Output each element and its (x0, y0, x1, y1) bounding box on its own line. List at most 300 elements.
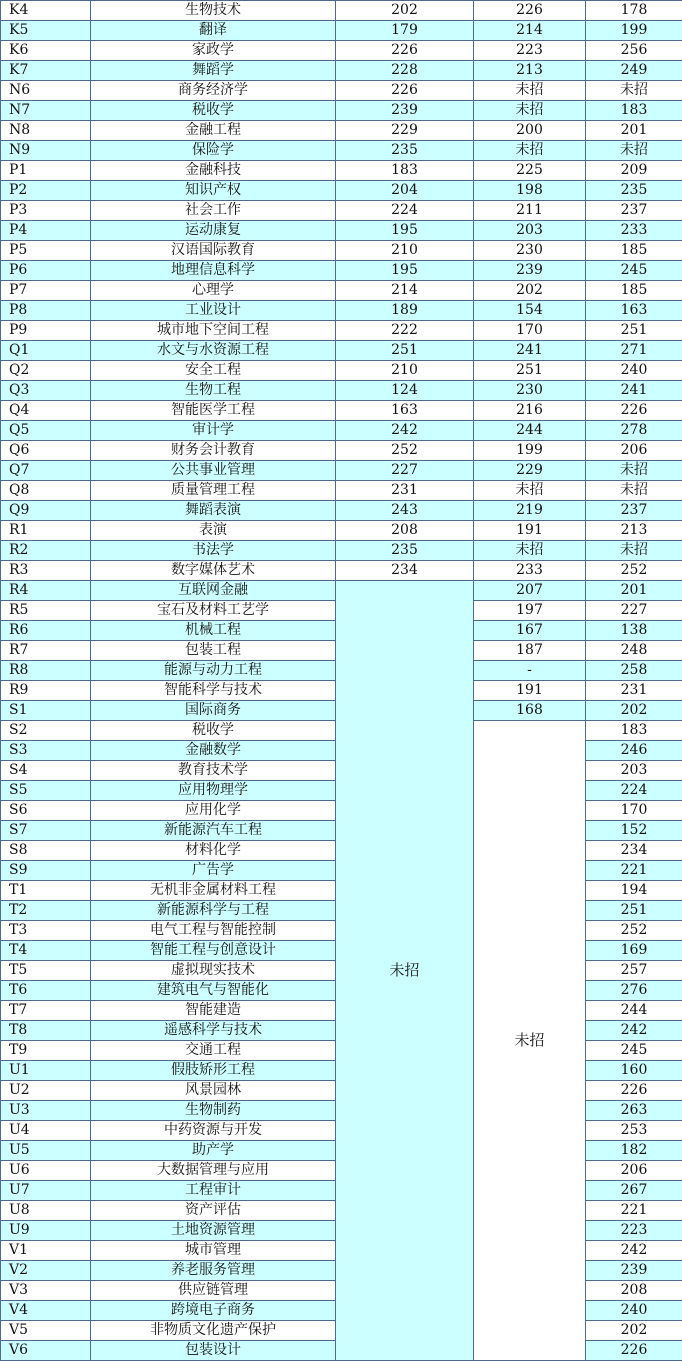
code-cell: R4 (1, 581, 91, 601)
major-cell: 生物工程 (91, 381, 336, 401)
code-cell: T3 (1, 921, 91, 941)
score-cell-3: 未招 (586, 461, 682, 481)
code-cell: N9 (1, 141, 91, 161)
score-cell-1: 124 (336, 381, 474, 401)
score-cell-3: 208 (586, 1281, 682, 1301)
score-cell-3: 183 (586, 101, 682, 121)
code-cell: S6 (1, 801, 91, 821)
code-cell: V1 (1, 1241, 91, 1261)
score-cell-1: 231 (336, 481, 474, 501)
score-cell-3: 257 (586, 961, 682, 981)
score-cell-2: 233 (474, 561, 586, 581)
major-cell: 能源与动力工程 (91, 661, 336, 681)
score-cell-2: 203 (474, 221, 586, 241)
score-cell-2: 230 (474, 381, 586, 401)
major-cell: 资产评估 (91, 1201, 336, 1221)
table-row (1, 461, 682, 481)
major-cell: 土地资源管理 (91, 1221, 336, 1241)
major-cell: 城市地下空间工程 (91, 321, 336, 341)
score-cell-1: 224 (336, 201, 474, 221)
score-cell-1: 229 (336, 121, 474, 141)
major-cell: 包装工程 (91, 641, 336, 661)
score-cell-3: 209 (586, 161, 682, 181)
major-cell: 工业设计 (91, 301, 336, 321)
code-cell: S1 (1, 701, 91, 721)
score-cell-3: 未招 (586, 541, 682, 561)
score-cell-1: 242 (336, 421, 474, 441)
code-cell: K5 (1, 21, 91, 41)
table-row (1, 221, 682, 241)
code-cell: Q2 (1, 361, 91, 381)
score-cell-3: 271 (586, 341, 682, 361)
major-cell: 机械工程 (91, 621, 336, 641)
code-cell: U6 (1, 1161, 91, 1181)
score-cell-1: 195 (336, 221, 474, 241)
code-cell: Q7 (1, 461, 91, 481)
code-cell: U2 (1, 1081, 91, 1101)
score-cell-3: 245 (586, 1041, 682, 1061)
score-cell-3: 258 (586, 661, 682, 681)
score-cell-3: 169 (586, 941, 682, 961)
score-cell-3: 206 (586, 1161, 682, 1181)
score-cell-2: 154 (474, 301, 586, 321)
major-cell: 应用化学 (91, 801, 336, 821)
major-cell: 汉语国际教育 (91, 241, 336, 261)
major-cell: 电气工程与智能控制 (91, 921, 336, 941)
score-cell-3: 202 (586, 701, 682, 721)
score-cell-2: 未招 (474, 481, 586, 501)
score-cell-3: 201 (586, 121, 682, 141)
score-cell-3: 160 (586, 1061, 682, 1081)
score-cell-2: 未招 (474, 101, 586, 121)
score-cell-1: 226 (336, 41, 474, 61)
score-cell-3: 203 (586, 761, 682, 781)
score-cell-1: 183 (336, 161, 474, 181)
score-cell-3: 163 (586, 301, 682, 321)
score-cell-3: 未招 (586, 141, 682, 161)
score-cell-3: 202 (586, 1321, 682, 1341)
table-row (1, 181, 682, 201)
major-cell: 家政学 (91, 41, 336, 61)
code-cell: S2 (1, 721, 91, 741)
score-cell-1: 227 (336, 461, 474, 481)
major-cell: 工程审计 (91, 1181, 336, 1201)
major-cell: 舞蹈学 (91, 61, 336, 81)
code-cell: U7 (1, 1181, 91, 1201)
score-cell-3: 206 (586, 441, 682, 461)
code-cell: Q6 (1, 441, 91, 461)
major-cell: 虚拟现实技术 (91, 961, 336, 981)
code-cell: S7 (1, 821, 91, 841)
table-row (1, 341, 682, 361)
major-cell: 新能源科学与工程 (91, 901, 336, 921)
score-cell-2: 211 (474, 201, 586, 221)
major-cell: 风景园林 (91, 1081, 336, 1101)
score-cell-3: 245 (586, 261, 682, 281)
code-cell: T7 (1, 1001, 91, 1021)
table-row (1, 521, 682, 541)
table-row (1, 401, 682, 421)
major-cell: 保险学 (91, 141, 336, 161)
score-cell-2: 230 (474, 241, 586, 261)
score-cell-3: 263 (586, 1101, 682, 1121)
score-cell-2: 213 (474, 61, 586, 81)
score-cell-1: 202 (336, 1, 474, 21)
major-cell: 养老服务管理 (91, 1261, 336, 1281)
table-row (1, 241, 682, 261)
code-cell: R7 (1, 641, 91, 661)
score-cell-3: 237 (586, 501, 682, 521)
score-cell-3: 235 (586, 181, 682, 201)
score-cell-1: 163 (336, 401, 474, 421)
major-cell: 财务会计教育 (91, 441, 336, 461)
score-cell-1: 189 (336, 301, 474, 321)
major-cell: 书法学 (91, 541, 336, 561)
code-cell: P9 (1, 321, 91, 341)
score-cell-2: 251 (474, 361, 586, 381)
code-cell: U4 (1, 1121, 91, 1141)
code-cell: S3 (1, 741, 91, 761)
score-cell-1: 210 (336, 241, 474, 261)
score-cell-3: 239 (586, 1261, 682, 1281)
score-cell-2: 167 (474, 621, 586, 641)
score-cell-2: 187 (474, 641, 586, 661)
major-cell: 助产学 (91, 1141, 336, 1161)
score-cell-3: 267 (586, 1181, 682, 1201)
score-cell-3: 278 (586, 421, 682, 441)
table-row (1, 261, 682, 281)
score-cell-1: 228 (336, 61, 474, 81)
score-cell-2: 未招 (474, 541, 586, 561)
score-cell-3: 251 (586, 321, 682, 341)
score-cell-1: 210 (336, 361, 474, 381)
code-cell: U8 (1, 1201, 91, 1221)
major-cell: 智能科学与技术 (91, 681, 336, 701)
major-cell: 跨境电子商务 (91, 1301, 336, 1321)
code-cell: R8 (1, 661, 91, 681)
code-cell: N6 (1, 81, 91, 101)
score-cell-1: 195 (336, 261, 474, 281)
table-row (1, 101, 682, 121)
score-cell-3: 185 (586, 241, 682, 261)
score-cell-2: - (474, 661, 586, 681)
score-cell-2: 未招 (474, 81, 586, 101)
score-cell-1: 208 (336, 521, 474, 541)
major-cell: 社会工作 (91, 201, 336, 221)
score-cell-2: 197 (474, 601, 586, 621)
score-cell-1: 252 (336, 441, 474, 461)
table-row (1, 141, 682, 161)
score-cell-3: 251 (586, 901, 682, 921)
code-cell: P2 (1, 181, 91, 201)
score-cell-2: 199 (474, 441, 586, 461)
score-cell-1: 235 (336, 541, 474, 561)
code-cell: Q4 (1, 401, 91, 421)
table-row (1, 381, 682, 401)
code-cell: V4 (1, 1301, 91, 1321)
score-cell-3: 240 (586, 361, 682, 381)
code-cell: V5 (1, 1321, 91, 1341)
table-row (1, 361, 682, 381)
code-cell: P4 (1, 221, 91, 241)
code-cell: T1 (1, 881, 91, 901)
table-row (1, 581, 682, 601)
code-cell: V3 (1, 1281, 91, 1301)
code-cell: K6 (1, 41, 91, 61)
major-cell: 金融科技 (91, 161, 336, 181)
major-cell: 金融工程 (91, 121, 336, 141)
code-cell: U1 (1, 1061, 91, 1081)
major-cell: 税收学 (91, 721, 336, 741)
major-cell: 地理信息科学 (91, 261, 336, 281)
score-cell-3: 未招 (586, 481, 682, 501)
major-cell: 遥感科学与技术 (91, 1021, 336, 1041)
code-cell: R6 (1, 621, 91, 641)
score-cell-3: 242 (586, 1241, 682, 1261)
major-cell: 新能源汽车工程 (91, 821, 336, 841)
score-cell-3: 226 (586, 1341, 682, 1361)
score-cell-3: 226 (586, 401, 682, 421)
table-row (1, 61, 682, 81)
score-cell-3: 246 (586, 741, 682, 761)
score-cell-1: 251 (336, 341, 474, 361)
table-row (1, 541, 682, 561)
major-cell: 翻译 (91, 21, 336, 41)
score-cell-2: 198 (474, 181, 586, 201)
major-cell: 舞蹈表演 (91, 501, 336, 521)
major-cell: 表演 (91, 521, 336, 541)
code-cell: P8 (1, 301, 91, 321)
score-cell-3: 249 (586, 61, 682, 81)
score-cell-1: 243 (336, 501, 474, 521)
code-cell: U3 (1, 1101, 91, 1121)
score-cell-2: 244 (474, 421, 586, 441)
major-cell: 智能工程与创意设计 (91, 941, 336, 961)
code-cell: P5 (1, 241, 91, 261)
major-cell: 公共事业管理 (91, 461, 336, 481)
code-cell: K4 (1, 1, 91, 21)
code-cell: Q3 (1, 381, 91, 401)
code-cell: T4 (1, 941, 91, 961)
table-row (1, 41, 682, 61)
major-cell: 非物质文化遗产保护 (91, 1321, 336, 1341)
major-cell: 互联网金融 (91, 581, 336, 601)
table-row (1, 421, 682, 441)
code-cell: V6 (1, 1341, 91, 1361)
major-cell: 交通工程 (91, 1041, 336, 1061)
score-cell-2: 168 (474, 701, 586, 721)
major-cell: 应用物理学 (91, 781, 336, 801)
major-cell: 生物制药 (91, 1101, 336, 1121)
code-cell: R5 (1, 601, 91, 621)
code-cell: K7 (1, 61, 91, 81)
score-cell-2: 229 (474, 461, 586, 481)
code-cell: N7 (1, 101, 91, 121)
major-cell: 建筑电气与智能化 (91, 981, 336, 1001)
code-cell: Q5 (1, 421, 91, 441)
score-cell-3: 256 (586, 41, 682, 61)
score-cell-3: 152 (586, 821, 682, 841)
score-cell-3: 242 (586, 1021, 682, 1041)
code-cell: N8 (1, 121, 91, 141)
major-cell: 安全工程 (91, 361, 336, 381)
score-cell-1: 226 (336, 81, 474, 101)
score-cell-2: 219 (474, 501, 586, 521)
score-cell-3: 253 (586, 1121, 682, 1141)
table-row (1, 481, 682, 501)
table-row (1, 121, 682, 141)
score-cell-2: 226 (474, 1, 586, 21)
score-cell-3: 237 (586, 201, 682, 221)
major-cell: 审计学 (91, 421, 336, 441)
score-cell-3: 178 (586, 1, 682, 21)
score-cell-2: 202 (474, 281, 586, 301)
score-cell-2: 214 (474, 21, 586, 41)
score-cell-3: 223 (586, 1221, 682, 1241)
merged-cell-col3: 未招 (336, 581, 474, 1361)
score-cell-3: 199 (586, 21, 682, 41)
major-cell: 知识产权 (91, 181, 336, 201)
major-cell: 供应链管理 (91, 1281, 336, 1301)
code-cell: T6 (1, 981, 91, 1001)
code-cell: T8 (1, 1021, 91, 1041)
score-cell-2: 207 (474, 581, 586, 601)
code-cell: Q9 (1, 501, 91, 521)
major-cell: 教育技术学 (91, 761, 336, 781)
major-cell: 广告学 (91, 861, 336, 881)
table-row (1, 81, 682, 101)
major-cell: 金融数学 (91, 741, 336, 761)
code-cell: P3 (1, 201, 91, 221)
major-cell: 中药资源与开发 (91, 1121, 336, 1141)
code-cell: V2 (1, 1261, 91, 1281)
score-cell-1: 234 (336, 561, 474, 581)
code-cell: U5 (1, 1141, 91, 1161)
table-row (1, 201, 682, 221)
score-cell-2: 170 (474, 321, 586, 341)
score-cell-3: 231 (586, 681, 682, 701)
code-cell: S5 (1, 781, 91, 801)
table-row (1, 561, 682, 581)
major-cell: 税收学 (91, 101, 336, 121)
score-cell-3: 240 (586, 1301, 682, 1321)
score-cell-2: 191 (474, 521, 586, 541)
score-cell-2: 223 (474, 41, 586, 61)
score-cell-3: 221 (586, 861, 682, 881)
major-cell: 国际商务 (91, 701, 336, 721)
score-cell-3: 170 (586, 801, 682, 821)
major-cell: 包装设计 (91, 1341, 336, 1361)
score-cell-3: 252 (586, 561, 682, 581)
major-cell: 水文与水资源工程 (91, 341, 336, 361)
code-cell: R1 (1, 521, 91, 541)
table-row (1, 21, 682, 41)
score-cell-3: 201 (586, 581, 682, 601)
code-cell: Q8 (1, 481, 91, 501)
major-cell: 数字媒体艺术 (91, 561, 336, 581)
code-cell: S8 (1, 841, 91, 861)
major-cell: 心理学 (91, 281, 336, 301)
code-cell: P7 (1, 281, 91, 301)
score-cell-3: 226 (586, 1081, 682, 1101)
score-cell-3: 244 (586, 1001, 682, 1021)
table-row (1, 161, 682, 181)
score-cell-3: 未招 (586, 81, 682, 101)
merged-cell-col4: 未招 (474, 721, 586, 1361)
score-cell-3: 194 (586, 881, 682, 901)
score-cell-2: 200 (474, 121, 586, 141)
score-cell-3: 183 (586, 721, 682, 741)
score-cell-2: 191 (474, 681, 586, 701)
table-row (1, 441, 682, 461)
score-cell-3: 138 (586, 621, 682, 641)
major-cell: 生物技术 (91, 1, 336, 21)
score-cell-3: 221 (586, 1201, 682, 1221)
score-cell-3: 227 (586, 601, 682, 621)
score-cell-1: 222 (336, 321, 474, 341)
table-row (1, 1, 682, 21)
score-cell-2: 216 (474, 401, 586, 421)
score-cell-2: 未招 (474, 141, 586, 161)
score-cell-3: 276 (586, 981, 682, 1001)
table-row (1, 501, 682, 521)
score-cell-3: 233 (586, 221, 682, 241)
score-cell-3: 252 (586, 921, 682, 941)
score-cell-2: 225 (474, 161, 586, 181)
code-cell: P6 (1, 261, 91, 281)
code-cell: S4 (1, 761, 91, 781)
major-cell: 运动康复 (91, 221, 336, 241)
table-row (1, 301, 682, 321)
code-cell: R3 (1, 561, 91, 581)
code-cell: P1 (1, 161, 91, 181)
major-cell: 质量管理工程 (91, 481, 336, 501)
major-cell: 宝石及材料工艺学 (91, 601, 336, 621)
table-row (1, 321, 682, 341)
code-cell: T9 (1, 1041, 91, 1061)
major-cell: 智能医学工程 (91, 401, 336, 421)
major-cell: 商务经济学 (91, 81, 336, 101)
code-cell: T5 (1, 961, 91, 981)
score-table-body (1, 1, 682, 1361)
major-cell: 智能建造 (91, 1001, 336, 1021)
code-cell: S9 (1, 861, 91, 881)
score-cell-3: 182 (586, 1141, 682, 1161)
score-cell-2: 241 (474, 341, 586, 361)
major-cell: 城市管理 (91, 1241, 336, 1261)
major-cell: 无机非金属材料工程 (91, 881, 336, 901)
score-cell-1: 235 (336, 141, 474, 161)
score-cell-3: 234 (586, 841, 682, 861)
score-cell-1: 179 (336, 21, 474, 41)
code-cell: R2 (1, 541, 91, 561)
major-cell: 大数据管理与应用 (91, 1161, 336, 1181)
table-row (1, 281, 682, 301)
code-cell: T2 (1, 901, 91, 921)
code-cell: U9 (1, 1221, 91, 1241)
major-cell: 假肢矫形工程 (91, 1061, 336, 1081)
score-cell-1: 204 (336, 181, 474, 201)
code-cell: R9 (1, 681, 91, 701)
score-cell-1: 239 (336, 101, 474, 121)
score-cell-1: 214 (336, 281, 474, 301)
code-cell: Q1 (1, 341, 91, 361)
score-cell-3: 213 (586, 521, 682, 541)
major-cell: 材料化学 (91, 841, 336, 861)
score-cell-3: 241 (586, 381, 682, 401)
score-cell-3: 224 (586, 781, 682, 801)
score-cell-3: 185 (586, 281, 682, 301)
